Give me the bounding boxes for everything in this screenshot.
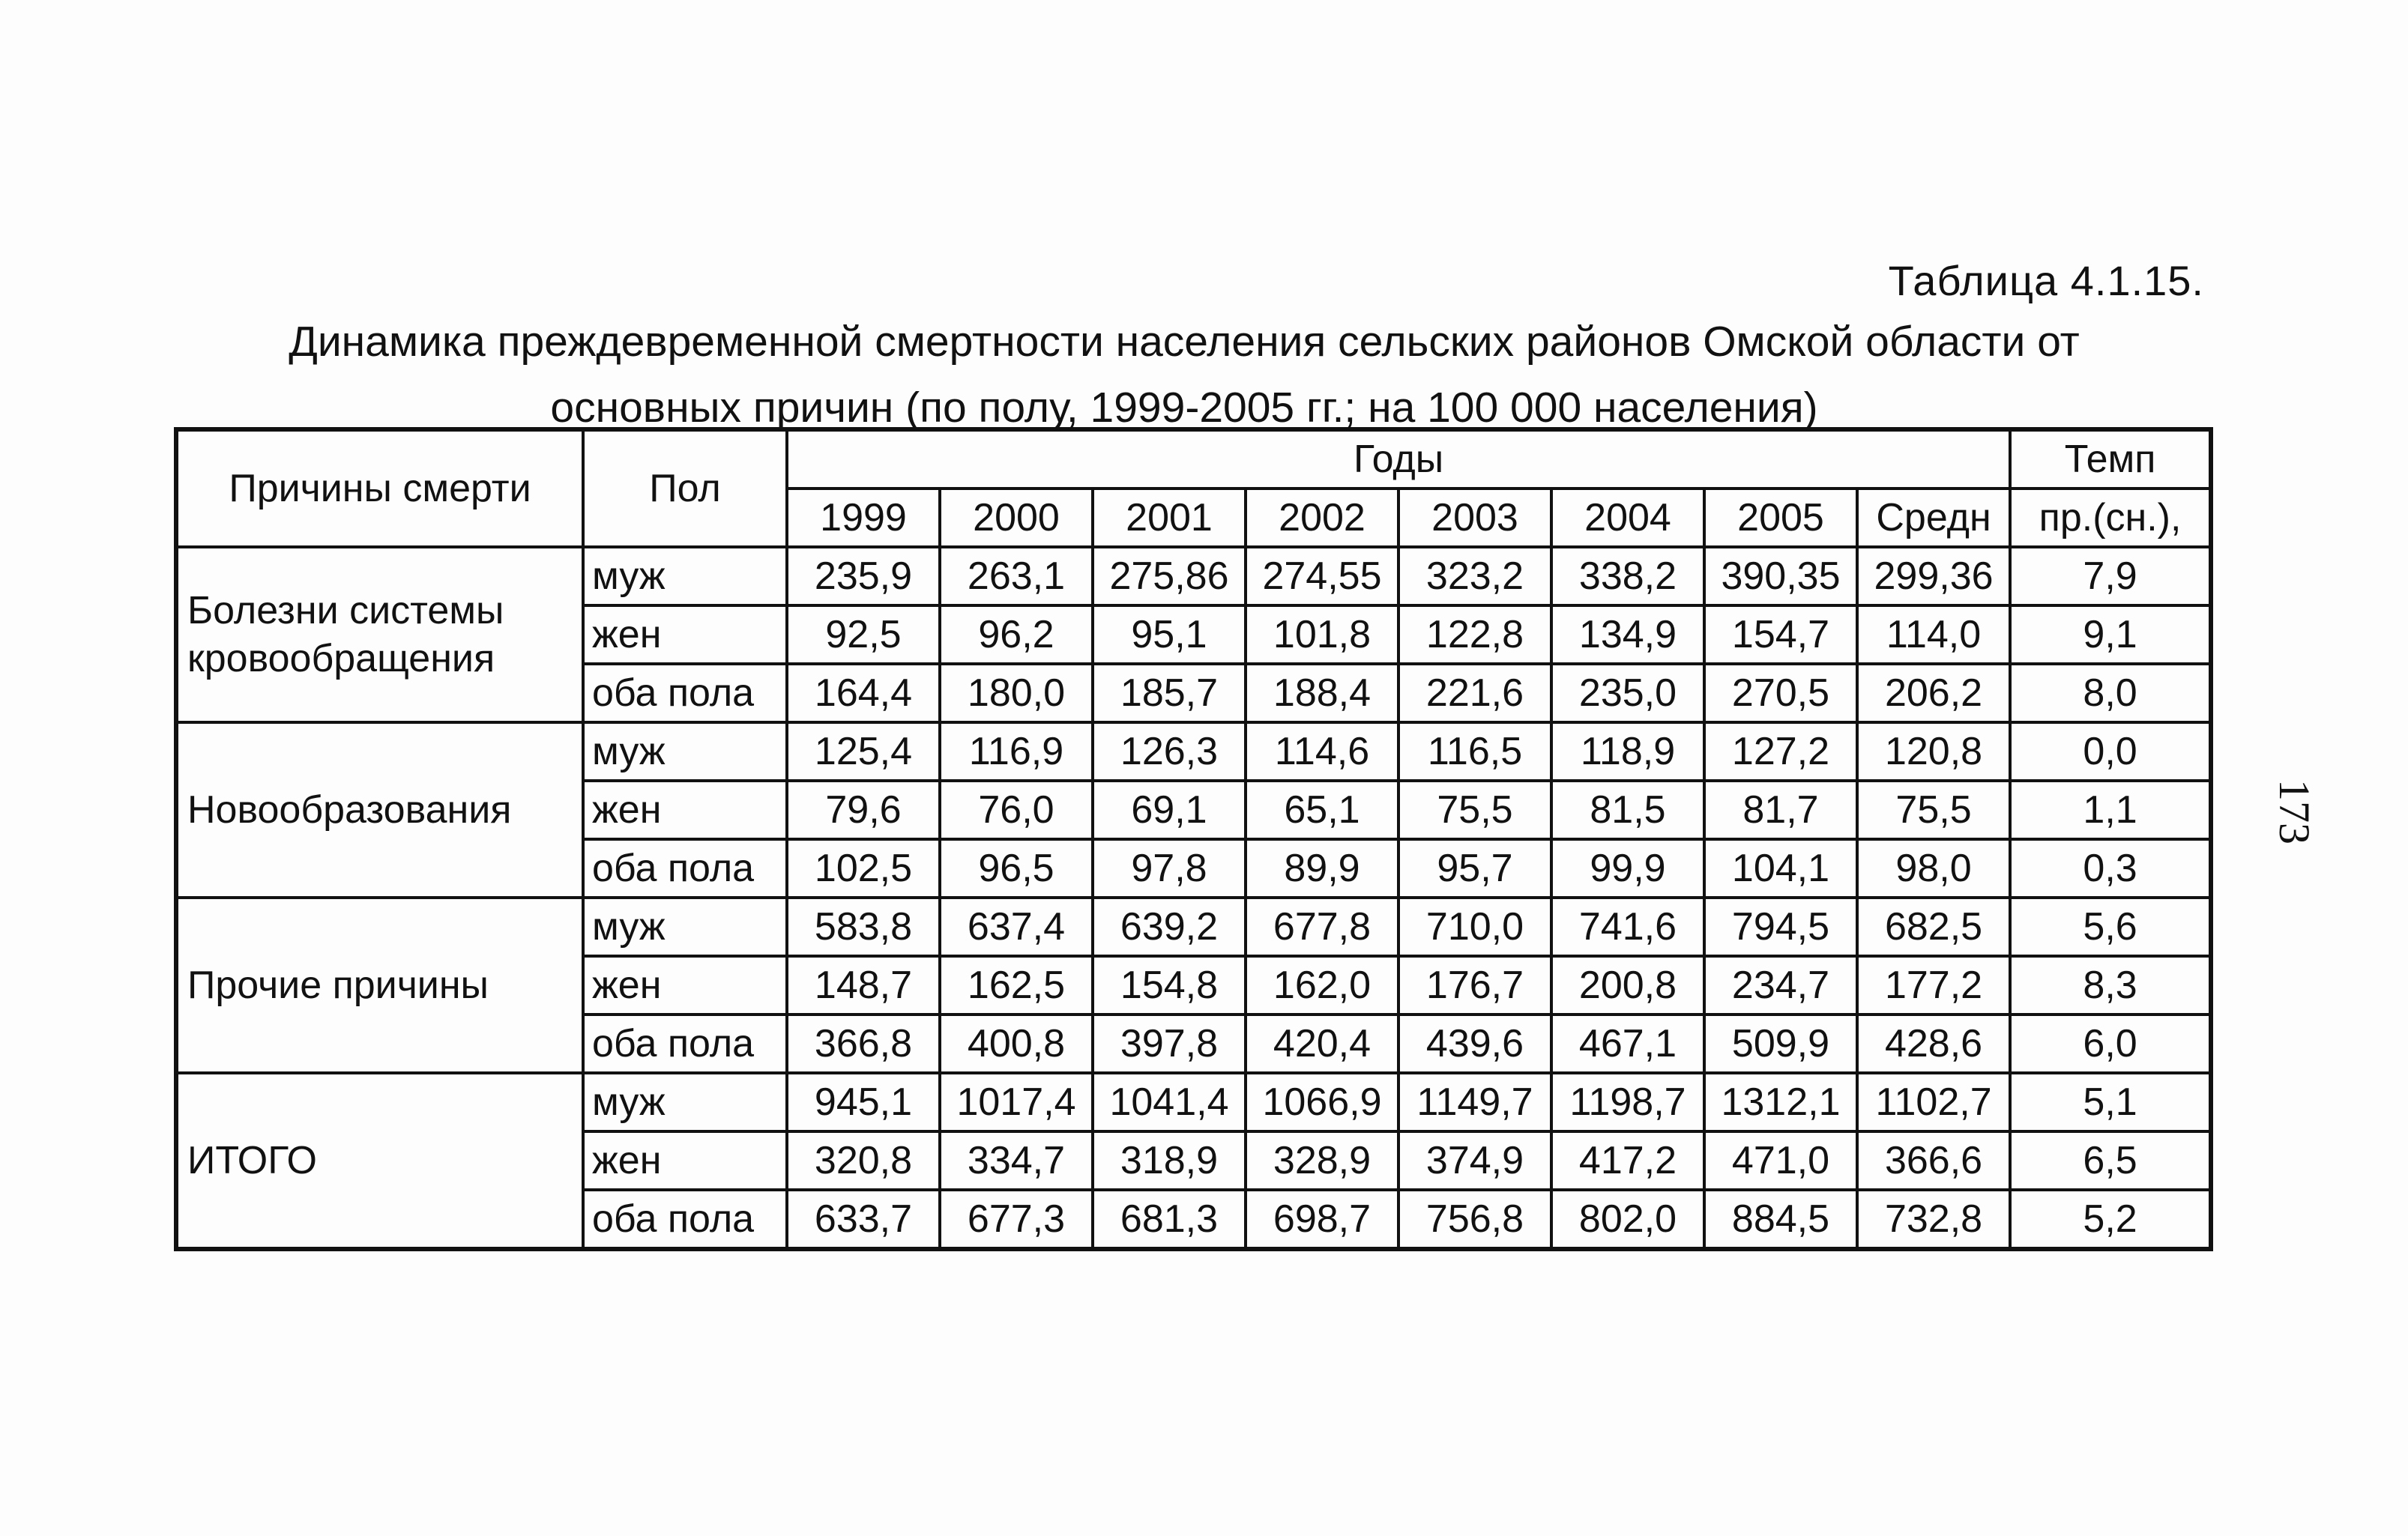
value-cell: 116,5 (1398, 722, 1551, 781)
mortality-table-container (174, 427, 2209, 1251)
value-cell: 75,5 (1398, 781, 1551, 839)
rate-cell: 0,3 (2010, 839, 2211, 898)
sex-cell: жен (583, 605, 787, 664)
value-cell: 710,0 (1398, 898, 1551, 956)
value-cell: 79,6 (787, 781, 940, 839)
value-cell: 164,4 (787, 664, 940, 722)
value-cell: 328,9 (1246, 1131, 1398, 1190)
value-cell: 794,5 (1704, 898, 1857, 956)
header-year-6: 2005 (1704, 489, 1857, 547)
value-cell: 162,0 (1246, 956, 1398, 1015)
header-sex: Пол (583, 429, 787, 547)
value-cell: 148,7 (787, 956, 940, 1015)
rate-cell: 0,0 (2010, 722, 2211, 781)
value-cell: 633,7 (787, 1190, 940, 1249)
value-cell: 154,8 (1093, 956, 1246, 1015)
value-cell: 114,6 (1246, 722, 1398, 781)
value-cell: 677,8 (1246, 898, 1398, 956)
page-number: 173 (2270, 779, 2319, 844)
value-cell: 95,1 (1093, 605, 1246, 664)
value-cell: 96,2 (940, 605, 1093, 664)
rate-cell: 6,5 (2010, 1131, 2211, 1190)
value-cell: 127,2 (1704, 722, 1857, 781)
value-cell: 235,9 (787, 547, 940, 605)
value-cell: 756,8 (1398, 1190, 1551, 1249)
value-cell: 162,5 (940, 956, 1093, 1015)
value-cell: 400,8 (940, 1015, 1093, 1073)
value-cell: 320,8 (787, 1131, 940, 1190)
value-cell: 235,0 (1551, 664, 1704, 722)
value-cell: 102,5 (787, 839, 940, 898)
value-cell: 390,35 (1704, 547, 1857, 605)
value-cell: 81,5 (1551, 781, 1704, 839)
rate-cell: 6,0 (2010, 1015, 2211, 1073)
value-cell: 125,4 (787, 722, 940, 781)
table-row (176, 898, 2211, 956)
value-cell: 274,55 (1246, 547, 1398, 605)
value-cell: 1066,9 (1246, 1073, 1398, 1131)
value-cell: 234,7 (1704, 956, 1857, 1015)
value-cell: 176,7 (1398, 956, 1551, 1015)
value-cell: 509,9 (1704, 1015, 1857, 1073)
sex-cell: муж (583, 1073, 787, 1131)
value-cell: 95,7 (1398, 839, 1551, 898)
cause-cell: Прочие причины (176, 898, 583, 1073)
header-year-2: 2001 (1093, 489, 1246, 547)
table-number: Таблица 4.1.15. (1888, 257, 2204, 304)
value-cell: 126,3 (1093, 722, 1246, 781)
value-cell: 180,0 (940, 664, 1093, 722)
value-cell: 69,1 (1093, 781, 1246, 839)
rate-cell: 1,1 (2010, 781, 2211, 839)
header-row-1 (176, 429, 2211, 489)
value-cell: 98,0 (1857, 839, 2010, 898)
title-line-1: Динамика преждевременной смертности населения сельских районов Омской области от (289, 318, 2080, 366)
value-cell: 698,7 (1246, 1190, 1398, 1249)
value-cell: 471,0 (1704, 1131, 1857, 1190)
value-cell: 1041,4 (1093, 1073, 1246, 1131)
value-cell: 177,2 (1857, 956, 2010, 1015)
value-cell: 1312,1 (1704, 1073, 1857, 1131)
value-cell: 118,9 (1551, 722, 1704, 781)
cause-cell: ИТОГО (176, 1073, 583, 1249)
rate-cell: 5,6 (2010, 898, 2211, 956)
value-cell: 275,86 (1093, 547, 1246, 605)
rate-cell: 8,3 (2010, 956, 2211, 1015)
value-cell: 681,3 (1093, 1190, 1246, 1249)
value-cell: 299,36 (1857, 547, 2010, 605)
rate-cell: 9,1 (2010, 605, 2211, 664)
table-row (176, 1073, 2211, 1131)
sex-cell: жен (583, 956, 787, 1015)
header-year-7: Средн (1857, 489, 2010, 547)
header-rate-line-2: пр.(сн.), (2010, 489, 2211, 547)
sex-cell: оба пола (583, 839, 787, 898)
value-cell: 366,6 (1857, 1131, 2010, 1190)
sex-cell: оба пола (583, 1015, 787, 1073)
rate-cell: 8,0 (2010, 664, 2211, 722)
table-body (176, 547, 2211, 1249)
value-cell: 637,4 (940, 898, 1093, 956)
value-cell: 104,1 (1704, 839, 1857, 898)
sex-cell: муж (583, 547, 787, 605)
value-cell: 682,5 (1857, 898, 2010, 956)
value-cell: 732,8 (1857, 1190, 2010, 1249)
header-year-4: 2003 (1398, 489, 1551, 547)
value-cell: 397,8 (1093, 1015, 1246, 1073)
value-cell: 1102,7 (1857, 1073, 2010, 1131)
value-cell: 428,6 (1857, 1015, 2010, 1073)
value-cell: 122,8 (1398, 605, 1551, 664)
value-cell: 945,1 (787, 1073, 940, 1131)
value-cell: 318,9 (1093, 1131, 1246, 1190)
cause-cell: Новообразования (176, 722, 583, 898)
value-cell: 81,7 (1704, 781, 1857, 839)
value-cell: 75,5 (1857, 781, 2010, 839)
value-cell: 200,8 (1551, 956, 1704, 1015)
value-cell: 583,8 (787, 898, 940, 956)
sex-cell: муж (583, 722, 787, 781)
value-cell: 221,6 (1398, 664, 1551, 722)
value-cell: 270,5 (1704, 664, 1857, 722)
value-cell: 101,8 (1246, 605, 1398, 664)
value-cell: 114,0 (1857, 605, 2010, 664)
value-cell: 366,8 (787, 1015, 940, 1073)
value-cell: 439,6 (1398, 1015, 1551, 1073)
header-year-3: 2002 (1246, 489, 1398, 547)
value-cell: 99,9 (1551, 839, 1704, 898)
value-cell: 89,9 (1246, 839, 1398, 898)
value-cell: 677,3 (940, 1190, 1093, 1249)
value-cell: 65,1 (1246, 781, 1398, 839)
value-cell: 92,5 (787, 605, 940, 664)
value-cell: 1198,7 (1551, 1073, 1704, 1131)
value-cell: 1017,4 (940, 1073, 1093, 1131)
table-row (176, 547, 2211, 605)
value-cell: 639,2 (1093, 898, 1246, 956)
value-cell: 420,4 (1246, 1015, 1398, 1073)
rate-cell: 5,1 (2010, 1073, 2211, 1131)
value-cell: 154,7 (1704, 605, 1857, 664)
table-title (172, 309, 2196, 441)
header-year-5: 2004 (1551, 489, 1704, 547)
sex-cell: жен (583, 1131, 787, 1190)
value-cell: 1149,7 (1398, 1073, 1551, 1131)
value-cell: 97,8 (1093, 839, 1246, 898)
sex-cell: оба пола (583, 1190, 787, 1249)
cause-cell: Болезни системы кровообращения (176, 547, 583, 722)
sex-cell: оба пола (583, 664, 787, 722)
value-cell: 884,5 (1704, 1190, 1857, 1249)
sex-cell: муж (583, 898, 787, 956)
value-cell: 374,9 (1398, 1131, 1551, 1190)
value-cell: 467,1 (1551, 1015, 1704, 1073)
value-cell: 741,6 (1551, 898, 1704, 956)
sex-cell: жен (583, 781, 787, 839)
value-cell: 338,2 (1551, 547, 1704, 605)
value-cell: 76,0 (940, 781, 1093, 839)
table-row (176, 722, 2211, 781)
value-cell: 134,9 (1551, 605, 1704, 664)
header-rate-line-1: Темп (2010, 429, 2211, 489)
value-cell: 206,2 (1857, 664, 2010, 722)
title-line-2: основных причин (по полу, 1999-2005 гг.; на 100 000 населения) (550, 384, 1818, 432)
value-cell: 323,2 (1398, 547, 1551, 605)
header-cause: Причины смерти (176, 429, 583, 547)
value-cell: 120,8 (1857, 722, 2010, 781)
header-year-1: 2000 (940, 489, 1093, 547)
value-cell: 802,0 (1551, 1190, 1704, 1249)
rate-cell: 7,9 (2010, 547, 2211, 605)
table-header (176, 429, 2211, 547)
header-year-0: 1999 (787, 489, 940, 547)
value-cell: 417,2 (1551, 1131, 1704, 1190)
value-cell: 96,5 (940, 839, 1093, 898)
header-years: Годы (787, 429, 2010, 489)
mortality-table (174, 427, 2213, 1251)
value-cell: 185,7 (1093, 664, 1246, 722)
rate-cell: 5,2 (2010, 1190, 2211, 1249)
value-cell: 263,1 (940, 547, 1093, 605)
value-cell: 334,7 (940, 1131, 1093, 1190)
value-cell: 116,9 (940, 722, 1093, 781)
value-cell: 188,4 (1246, 664, 1398, 722)
